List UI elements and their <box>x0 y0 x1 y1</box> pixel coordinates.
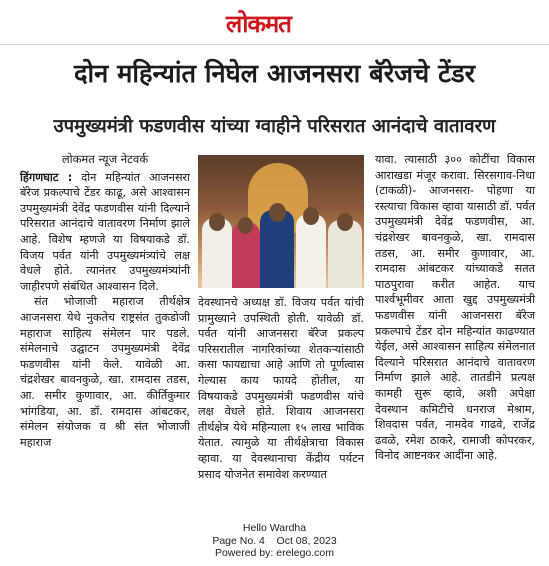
article-column-2 <box>198 295 364 482</box>
photo-person-head <box>303 207 319 225</box>
article-paragraph: यावा. त्यासाठी ३०० कोटींचा विकास आराखडा मंजूर करावा. सिरसगाव-निधा (टाकळी)- आजनसरा- पोहणा या रस्त्याचा विकास व्हावा यासाठी डॉ. पर्वत उपमुख्यमंत्री देवेंद्र फडणवीस, आ. चंद्रशेखर बावनकुळे, खा. रामदास तडस, आ. समीर कुणावार, आ. रामदास आंबटकर यांच्याकडे सतत पाठपुरावा करीत आहेत. याच पार्श्वभूमीवर आता खुद्द उपमुख्यमंत्री फडणवीस यांनी आजनसरा बॅरेज प्रकल्पाचे टेंडर दोन महिन्यांत काढण्यात येईल, असे आश्वासन साहित्य संमेलनात दिल्याने परिसरात आनंदाचे वातावरण निर्माण झाले आहे. तातडीने प्रत्यक्ष कामही सुरू व्हावे, अशी अपेक्षा देवस्थान कमिटीचे धनराज मेश्राम, शिवदास पर्वत, नामदेव गाढवे, राजेंद्र ढवळे, रमेश ठाकरे, रामाजी कोपरकर, विनोद आष्टनकर आदींना आहे. <box>375 153 535 463</box>
article-column-3 <box>375 152 535 464</box>
photo-person-head <box>337 213 353 231</box>
article-byline: लोकमत न्यूज नेटवर्क <box>61 152 149 166</box>
powered-by: Powered by: erelego.com <box>214 547 335 559</box>
article-column-1 <box>20 152 190 450</box>
photo-person <box>296 214 326 288</box>
newspaper-logo: लोकमत <box>226 9 291 38</box>
event-photo <box>198 155 364 288</box>
header-divider <box>0 44 549 45</box>
page-footer <box>0 522 549 560</box>
photo-person-head <box>269 203 286 222</box>
article-dateline: हिंगणघाट : <box>20 170 73 184</box>
article-paragraph: देवस्थानचे अध्यक्ष डॉ. विजय पर्वत यांची प्रामुख्याने उपस्थिती होती. यावेळी डॉ. पर्वत यांनी आजनसरा बॅरेज प्रकल्प परिसरातील नागरिकांच्या शेतकऱ्यांसाठी कसा फायद्याचा आहे आणि तो पूर्णत्वास गेल्यास काय फायदे होतील, या विषयाकडे उपमुख्यमंत्री फडणवीस यांचे लक्ष वेधले होते. शिवाय आजनसरा तीर्थक्षेत्र येथे महिन्याला १५ लाख भाविक येतात. त्यामुळे या तीर्थक्षेत्राचा विकास व्हावा. या देवस्थानाचा केंद्रीय पर्यटन प्रसाद योजनेत समावेश करण्यात <box>198 296 364 481</box>
article-paragraph: संत भोजाजी महाराज तीर्थक्षेत्र आजनसरा येथे नुकतेच राष्ट्रसंत तुकडोजी महाराज साहित्य संमेलन पार पडले. संमेलनाचे उद्घाटन उपमुख्यमंत्री देवेंद्र फडणवीस यांनी केले. यावेळी आ. चंद्रशेखर बावनकुळे, खा. रामदास तडस, आ. समीर कुणावार, आ. कीर्तिकुमार भांगडिया, आ. डॉ. रामदास आंबटकर, संमेलन संयोजक व श्री संत भोजाजी महाराज <box>20 295 190 449</box>
article-paragraph <box>20 170 190 295</box>
article-subheadline: उपमुख्यमंत्री फडणवीस यांच्या ग्वाहीने परिसरात आनंदाचे वातावरण <box>53 116 496 137</box>
masthead <box>0 0 549 44</box>
photo-person-head <box>209 213 225 231</box>
photo-person-head <box>238 217 253 234</box>
edition-name: Hello Wardha <box>242 522 307 534</box>
article-headline: दोन महिन्यांत निघेल आजनसरा बॅरेजचे टेंडर <box>73 59 476 89</box>
page-and-date: Page No. 4 Oct 08, 2023 <box>212 534 337 547</box>
paragraph-text: दोन महिन्यांत आजनसरा बॅरेज प्रकल्पाचे टेंडर काढू, असे आश्वासन उपमुख्यमंत्री देवेंद्र फडणवीस यांनी दिल्याने परिसरात आनंदाचे वातावरण निर्माण झाले आहे. विशेष म्हणजे या विषयाकडे डॉ. विजय पर्वत यांनी उपमुख्यमंत्र्यांचे लक्ष वेधले होते. त्यानंतर उपमुख्यमंत्र्यांनी जाहीरपणे संबंधित आश्वासन दिले. <box>20 170 190 293</box>
